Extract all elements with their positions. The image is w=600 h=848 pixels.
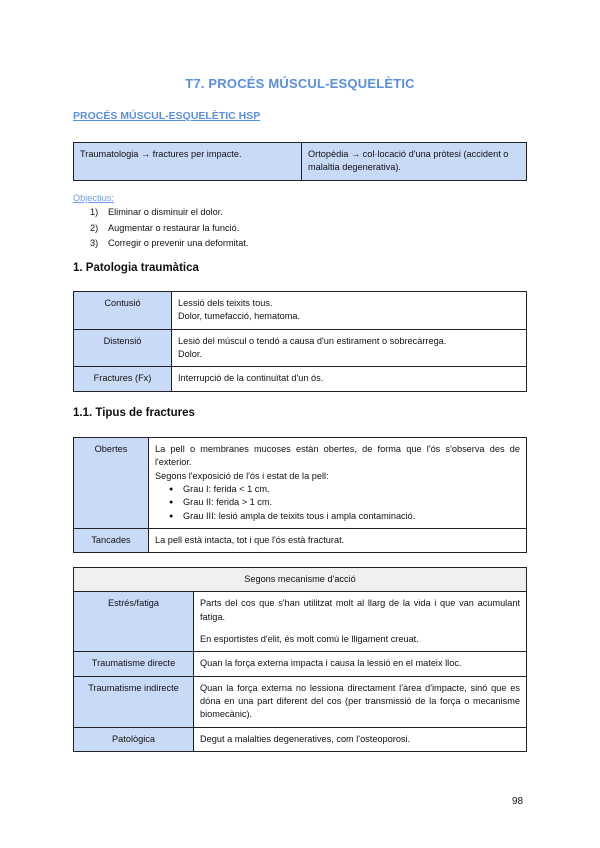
- row-content: Parts del cos que s'han utilitzat molt al llarg de la vida i que van acumulant fatiga. En esportistes d'elit, és molt comú le lligament creuat.: [194, 592, 527, 652]
- tipus-fractures-table: [73, 437, 527, 553]
- page-number: 98: [512, 796, 524, 807]
- row-label: Obertes: [74, 438, 149, 529]
- page-title: T7. PROCÉS MÚSCUL-ESQUELÈTIC: [185, 76, 415, 91]
- list-item: ● Grau III: lesió ampla de teixits tous i ampla contaminació.: [183, 510, 520, 523]
- section-subtitle: PROCÉS MÚSCUL-ESQUELÈTIC HSP: [73, 110, 261, 122]
- table-row: [74, 329, 527, 367]
- row-content: Lesió del múscul o tendó a causa d'un estirament o sobrecàrrega. Dolor.: [172, 329, 527, 367]
- list-item: 3) Corregir o prevenir una deformitat.: [90, 238, 249, 248]
- table-header: Segons mecanisme d'acció: [74, 568, 527, 592]
- row-label: Fractures (Fx): [74, 367, 172, 391]
- list-item: ● Grau II: ferida > 1 cm.: [183, 496, 520, 509]
- table-row: [74, 652, 527, 676]
- row-content: Quan la força externa impacta i causa la lessió en el mateix lloc.: [194, 652, 527, 676]
- row-content: Lessió dels teixits tous. Dolor, tumefacció, hematoma.: [172, 292, 527, 330]
- table-row: [74, 676, 527, 727]
- list-item: 2) Augmentar o restaurar la funció.: [90, 222, 240, 233]
- table-header-row: [74, 568, 527, 592]
- grades-list: [155, 483, 520, 523]
- table-row: [74, 727, 527, 751]
- table-row: [74, 367, 527, 391]
- list-item: ● Grau I: ferida < 1 cm.: [183, 483, 520, 496]
- row-label: Traumatisme directe: [74, 652, 194, 676]
- list-item: 1) Eliminar o disminuir el dolor.: [90, 207, 223, 217]
- row-label: Traumatisme indirecte: [74, 676, 194, 727]
- objectives-label: Objectius:: [73, 193, 114, 203]
- heading-tipus-fractures: 1.1. Tipus de fractures: [73, 407, 195, 419]
- row-content: Quan la força externa no lessiona directament l'àrea d'impacte, sinó que es dóna en una part diferent del cos (per transmissió de la força o mecanisme biomecànic).: [194, 676, 527, 727]
- table-row: [74, 292, 527, 330]
- intro-traumatologia: Traumatologia → fractures per impacte.: [74, 143, 302, 181]
- table-row: [74, 438, 527, 529]
- intro-ortopedia: Ortopèdia → col·locació d'una pròtesi (accident o malaltia degenerativa).: [302, 143, 527, 181]
- row-label: Tancades: [74, 529, 149, 553]
- row-label: Patològica: [74, 727, 194, 751]
- row-label: Distensió: [74, 329, 172, 367]
- objectives-list: [90, 205, 248, 252]
- row-content: La pell o membranes mucoses estàn obertes, de forma que l'ós s'observa des de l'exterior. Segons l'exposició de l'ós i estat de la pell: ● Grau I: ferida < 1 cm. ● Grau II: ferida > 1 cm. ● Grau III: lesió ampla de teixits tous i ampla contaminació.: [149, 438, 527, 529]
- intro-table: [73, 142, 527, 181]
- row-content: La pell està intacta, tot i que l'ós està fracturat.: [149, 529, 527, 553]
- row-content: Interrupció de la continuïtat d'un ós.: [172, 367, 527, 391]
- mecanisme-table: [73, 567, 527, 752]
- patologia-table: [73, 291, 527, 392]
- row-label: Contusió: [74, 292, 172, 330]
- table-row: [74, 592, 527, 652]
- heading-patologia: 1. Patologia traumàtica: [73, 262, 199, 274]
- table-row: [74, 529, 527, 553]
- row-content: Degut a malalties degeneratives, com l'osteoporosi.: [194, 727, 527, 751]
- row-label: Estrés/fatiga: [74, 592, 194, 652]
